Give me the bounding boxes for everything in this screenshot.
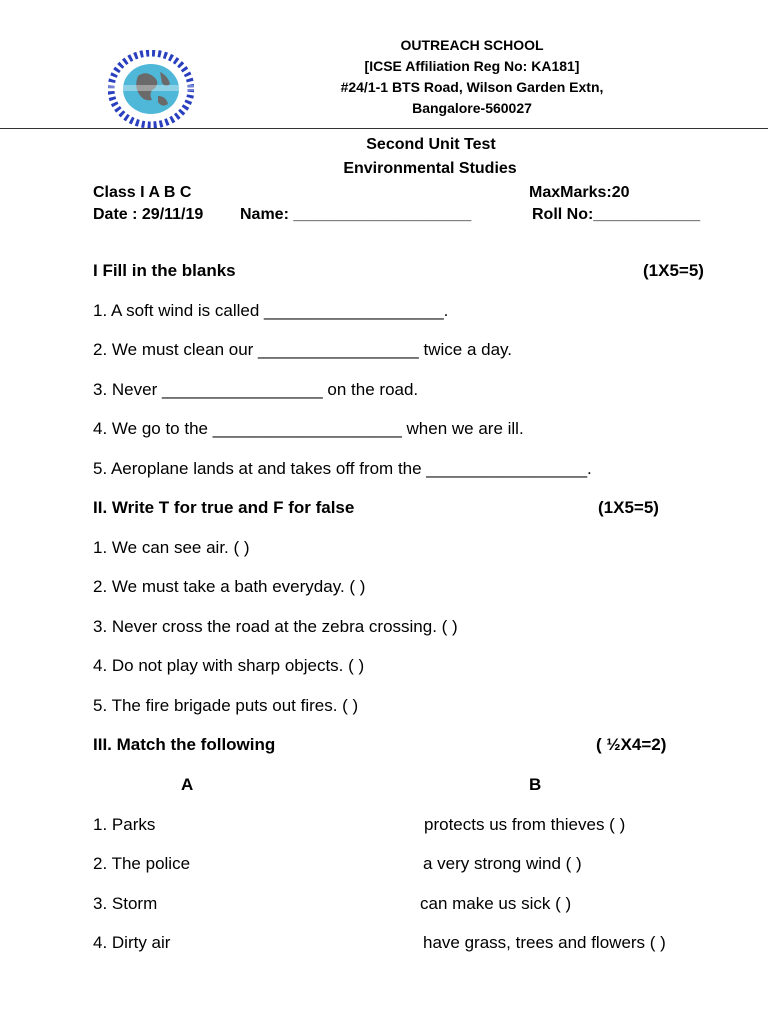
test-subject: Environmental Studies [343,160,517,177]
school-affiliation: [ICSE Affiliation Reg No: KA181] [364,58,580,74]
match-item-a: 4. Dirty air [93,933,171,952]
section1-question: 2. We must clean our _________________ twice a day. [93,340,512,359]
section1-marks: (1X5=5) [643,261,704,280]
max-marks: MaxMarks:20 [529,184,630,201]
column-b-header: B [529,775,542,794]
school-address-line2: Bangalore-560027 [412,100,532,116]
section1-heading: I Fill in the blanks [93,261,236,280]
section2-statement: 4. Do not play with sharp objects. ( ) [93,656,365,675]
match-item-a: 2. The police [93,854,191,873]
section2-statement: 1. We can see air. ( ) [93,538,250,557]
section2-heading: II. Write T for true and F for false [93,498,355,517]
class-label: Class I A B C [93,184,192,201]
header-divider [0,128,768,129]
test-date: Date : 29/11/19 [93,206,204,223]
match-item-b: can make us sick ( ) [420,894,572,913]
school-logo-globe-icon [108,50,194,128]
school-address-line1: #24/1-1 BTS Road, Wilson Garden Extn, [340,79,604,95]
school-name: OUTREACH SCHOOL [400,37,544,53]
section1-question: 1. A soft wind is called ___________________. [93,301,449,320]
section2-marks: (1X5=5) [598,498,659,517]
section2-statement: 5. The fire brigade puts out fires. ( ) [93,696,359,715]
section1-question: 4. We go to the ____________________ when we are ill. [93,419,524,438]
match-item-b: have grass, trees and flowers ( ) [423,933,666,952]
match-item-b: protects us from thieves ( ) [424,815,626,834]
section2-statement: 2. We must take a bath everyday. ( ) [93,577,366,596]
roll-no-field: Roll No:____________ [532,206,701,223]
test-title: Second Unit Test [366,136,496,153]
section2-statement: 3. Never cross the road at the zebra crossing. ( ) [93,617,458,636]
section3-marks: ( ½X4=2) [596,735,667,754]
section1-question: 5. Aeroplane lands at and takes off from the _________________. [93,459,592,478]
match-item-a: 3. Storm [93,894,158,913]
column-a-header: A [181,775,194,794]
match-item-b: a very strong wind ( ) [423,854,582,873]
section3-heading: III. Match the following [93,735,276,754]
section1-question: 3. Never _________________ on the road. [93,380,419,399]
match-item-a: 1. Parks [93,815,156,834]
name-field: Name: ____________________ [240,206,472,223]
